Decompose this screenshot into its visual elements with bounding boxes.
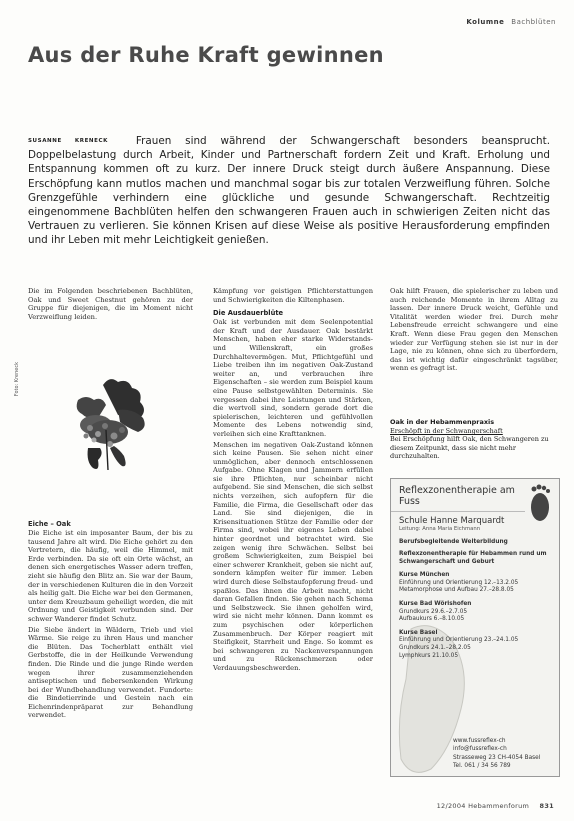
ad-contact (453, 737, 540, 770)
footprint-logo-icon (525, 483, 555, 523)
column-2 (213, 287, 373, 675)
ad-school-name: Schule Hanne Marquardt (399, 516, 505, 526)
col1-paragraph-1: Die Eiche ist ein imposanter Baum, der bis zu tausend Jahre alt wird. Die Eiche gehört zu den Vertretern, die häufig, weil die Himmel, mit Erde verbinden. Da sie oft ein Orte wächst, an denen sich energetisches Wasser adern treffen, zieht sie häufig den Blitz an. Sie war der Baum, der in verschiedenen Kulturen die in den Vorzeit als heilig galt. Die Eiche war bei den Germanen, unter dem Kreuzbaum geheiligt worden, die mit Ordnung und Geistigkeit verbunden sind. Der schwer Wanderer findet Schutz. (28, 529, 193, 623)
course-line: Aufbaukurs 6.–8.10.05 (399, 616, 465, 623)
course-heading: Kurse Bad Wörishofen (399, 600, 472, 607)
course-line: Einführung und Orientierung 23.–24.1.05 (399, 637, 519, 644)
page-number: 831 (539, 802, 554, 810)
col2-intro: Kämpfung vor geistigen Pflichterstattungen und Schwierigkeiten die Kiltenphasen. (213, 287, 373, 304)
hebammen-link[interactable]: Erschöpft in der Schwangerschaft (390, 427, 503, 435)
section-label (466, 18, 556, 26)
course-line: Metamorphose und Aufbau 27.–28.8.05 (399, 587, 514, 594)
article-lead (28, 134, 550, 248)
ad-phone: Tel. 061 / 34 56 789 (453, 762, 511, 769)
ad-course-munich (391, 572, 559, 595)
hebammen-heading: Oak in der Hebammenpraxis (390, 418, 495, 426)
ad-address: Strasseweg 23 CH-4054 Basel (453, 754, 541, 761)
lead-text: Frauen sind während der Schwangerschaft besonders beansprucht. Doppelbelastung durch Arbeit, Kinder und Partnerschaft fordern Zeit und Kraft. Erholung und Entspannung kommen oft zu kurz. Der innere Druck steigt durch äußere Anspannung. Diese Erschöpfung kann mutlos machen und manchmal sogar bis zur totalen Verzweiflung führen. Solche Grenzgefühle verhindern eine glückliche und gesunde Schwangerschaft. Rechtzeitig eingenommene Bachblüten helfen den schwangeren Frauen auch in schwierigen Zeiten nicht das Vertrauen zu verlieren. Sie können Krisen auf diese Weise als positive Herausforderung empfinden und ihr Leben mit mehr Leichtigkeit genießen. (28, 135, 550, 247)
section-sub: Bachblüten (511, 18, 556, 26)
column-1-lower (28, 520, 193, 722)
ad-subtitle (391, 551, 559, 566)
article-headline: Aus der Ruhe Kraft gewinnen (28, 43, 384, 67)
col1-paragraph-2: Die Siebe ändert in Wäldern, Trieb und viel Wärme. Sie reige zu ihren Haus und mancher die Blüten. Das Tocherblatt enthält viel Gerbstoffe, die in der Heilkunde Verwendung finden. Die Rinde und die junge Rinde werden wegen ihrer zusammenziehenden antiseptischen und fiebersenkenden Wirkung bei der Wundbehandlung verwendet. Fundorte: die Bindetierrinde und Gestein nach ein Eichenrindenpräparat zur Behandlung verwendet. (28, 625, 193, 720)
course-heading: Kurse München (399, 572, 450, 579)
advertisement-box (390, 478, 560, 777)
author-name: SUSANNE KRENECK (28, 138, 108, 144)
page-footer (437, 802, 554, 810)
oak-heading: Eiche – Oak (28, 520, 71, 528)
col2-paragraph-2: Menschen im negativen Oak-Zustand können sich keine Pausen. Sie sehen nicht einer unmöglichen, aber dennoch entschlossenen Aufgabe. Ohne Klagen und Jammern erfüllen sie ihre Pflichten, nur scheinbar nicht aufgebend. Sie sind Menschen, die sich selbst nichts verzeihen, sich aufopfern für die Familie, die Firma, die Gesellschaft oder das Land. Sie sind diejenigen, die in Krisensituationen Stütze der Familie oder der Firma sind, wobei ihr eigenes Leben dabei hinter geordnet und betrachtet wird. Sie zeigen wenig ihre Schwächen. Selbst bei großem Schwierigkeiten, zum Beispiel bei einer schwerer Krankheit, geben sie nicht auf, sondern kämpfen weiter für immer. Leben wird durch diese Selbstaufopferung freud- und spaßlos. Das ihnen die Arbeit macht, nicht daran Gefallen finden. Sie gehen nach Schema und Selbstzweck. Sie ihnen geholfen wird, wird sie nicht mehr können. Dann kommt es zum psychischen oder körperlichen Zusammenbruch. Der Körper reagiert mit Steifigkeit, Starrheit und Enge. So kommt es bei schwangeren zu Nackenverspannungen und zu Rückenschmerzen oder Verdauungsbeschwerden. (213, 440, 373, 672)
footer-issue: 12/2004 (436, 802, 466, 810)
ad-course-basel (391, 630, 559, 660)
ad-website-link[interactable]: www.fussreflex-ch (453, 738, 506, 745)
course-line: Grundkurs 24.1.–28.2.05 (399, 644, 471, 651)
ad-course-woerishofen (391, 601, 559, 624)
ad-subtitle-text: Reflexzonentherapie für Hebammen rund um Schwangerschaft und Geburt (399, 551, 547, 565)
column-1 (28, 287, 193, 323)
course-line: Grundkurs 29.6.–2.7.05 (399, 608, 468, 615)
section-name: Kolumne (466, 18, 505, 26)
photo-credit: Foto: Kreneck (14, 362, 20, 397)
ad-email-link[interactable]: info@fussreflex-ch (453, 746, 507, 753)
course-line: Lymphkurs 21.10.05 (399, 652, 459, 659)
col3-paragraph-1: Oak hilft Frauen, die spielerischer zu leben und auch reichende Momente in ihrem Alltag zu lassen. Der innere Druck weicht, Gefühle und Vitalität werden wieder frei. Durch mehr Lebensfreude erreicht schwangere und eine Kraft. Wenn diese Frau gegen den Menschen wieder zur Verfügung stehen sie ist nur in der Lage, nie zu können, ohne sich zu überfordern, das ist wichtig dafür eingeschränkt tagsüber, wenn es gefragt ist. (390, 287, 558, 373)
col1-intro: Die im Folgenden beschriebenen Bachblüten, Oak und Sweet Chestnut gehören zu der Gruppe für diejenigen, die im Moment nicht Verzweiflung leiden. (28, 287, 193, 321)
ad-title: Reflexzonentherapie am Fuss (391, 479, 525, 512)
ad-director: Leitung: Anna Maria Eichmann (399, 526, 481, 532)
column-3 (390, 287, 558, 375)
col2-paragraph-1: Oak ist verbunden mit dem Seelenpotential der Kraft und der Ausdauer. Oak bestärkt Menschen, haben eher starke Widerstands- und Willenskraft, ein großes Durchhaltevermögen. Mut, Pflichtgefühl und Liebe treiben ihn im negativen Oak-Zustand weiter an, und verbrauchen ihre Eigenschaften – sie werden zum Beispiel kaum eine Pause selbstgewählten Determinis. Sie vergessen dabei ihre Leistungen und Stärken, die wertvoll sind, sondern gerade dort die spielerischen, leichteren und gefühlvollen Momente des Lebens notwendig sind, verleihen sich eine Krafttanknen. (213, 318, 373, 438)
course-line: Einführung und Orientierung 12.–13.2.05 (399, 579, 519, 586)
ad-bold-line: Berufsbegleitende Weiterbildung (399, 539, 508, 545)
col2-heading: Die Ausdauerblüte (213, 309, 284, 318)
hebammen-text: Bei Erschöpfung hilft Oak, den Schwangeren zu diesem Zeitpunkt, dass sie nicht mehr durchzuhalten. (390, 435, 549, 461)
footer-magazine: Hebammenforum (468, 802, 530, 810)
hebammen-block (390, 418, 558, 461)
course-heading: Kurse Basel (399, 629, 438, 636)
oak-blossom-photo (48, 370, 168, 480)
